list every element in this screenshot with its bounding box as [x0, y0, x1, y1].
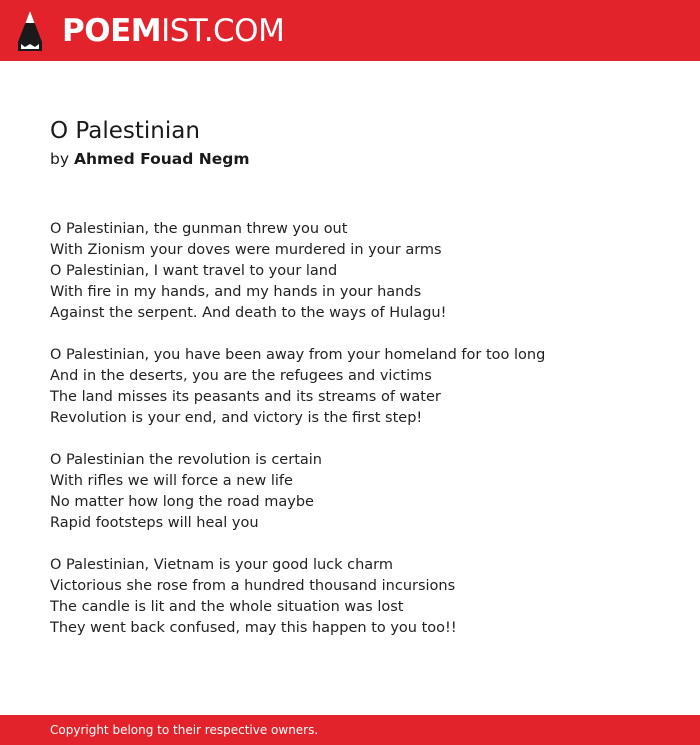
poem-line: Against the serpent. And death to the ways of Hulagu! [50, 305, 447, 321]
brand-bold-text: POEM [62, 13, 162, 49]
poem-line: O Palestinian, you have been away from your homeland for too long [50, 347, 546, 363]
brand-light-text: IST.COM [161, 13, 285, 49]
pencil-tip-icon[interactable] [18, 11, 42, 51]
site-header [0, 0, 700, 61]
stanza-4 [50, 555, 670, 639]
poem-line: Victorious she rose from a hundred thousand incursions [50, 578, 456, 594]
poem-line: O Palestinian, the gunman threw you out [50, 221, 348, 237]
poem-line: The land misses its peasants and its streams of water [50, 389, 441, 405]
poem-line: Revolution is your end, and victory is the first step! [50, 410, 423, 426]
poem-line: O Palestinian the revolution is certain [50, 452, 322, 468]
poem-line: With rifles we will force a new life [50, 473, 293, 489]
poem-line: With fire in my hands, and my hands in your hands [50, 284, 422, 300]
poem-title: O Palestinian [50, 118, 200, 144]
poem-line: The candle is lit and the whole situation was lost [50, 599, 404, 615]
poem-line: O Palestinian, I want travel to your land [50, 263, 338, 279]
poem-line: They went back confused, may this happen to you too!! [50, 620, 457, 636]
poem-line: With Zionism your doves were murdered in your arms [50, 242, 442, 258]
site-logo-text[interactable] [62, 13, 284, 49]
poem-body [50, 219, 670, 660]
poem-line: O Palestinian, Vietnam is your good luck charm [50, 557, 394, 573]
poem-byline [50, 148, 249, 170]
poem-line: And in the deserts, you are the refugees and victims [50, 368, 432, 384]
poem-author: Ahmed Fouad Negm [73, 150, 250, 168]
stanza-3 [50, 450, 670, 534]
poem-line: Rapid footsteps will heal you [50, 515, 259, 531]
stanza-1 [50, 219, 670, 324]
stanza-2 [50, 345, 670, 429]
copyright-notice: Copyright belong to their respective owners. [50, 723, 319, 737]
poem-line: No matter how long the road maybe [50, 494, 314, 510]
site-footer [0, 715, 700, 745]
by-label: by [50, 150, 70, 168]
